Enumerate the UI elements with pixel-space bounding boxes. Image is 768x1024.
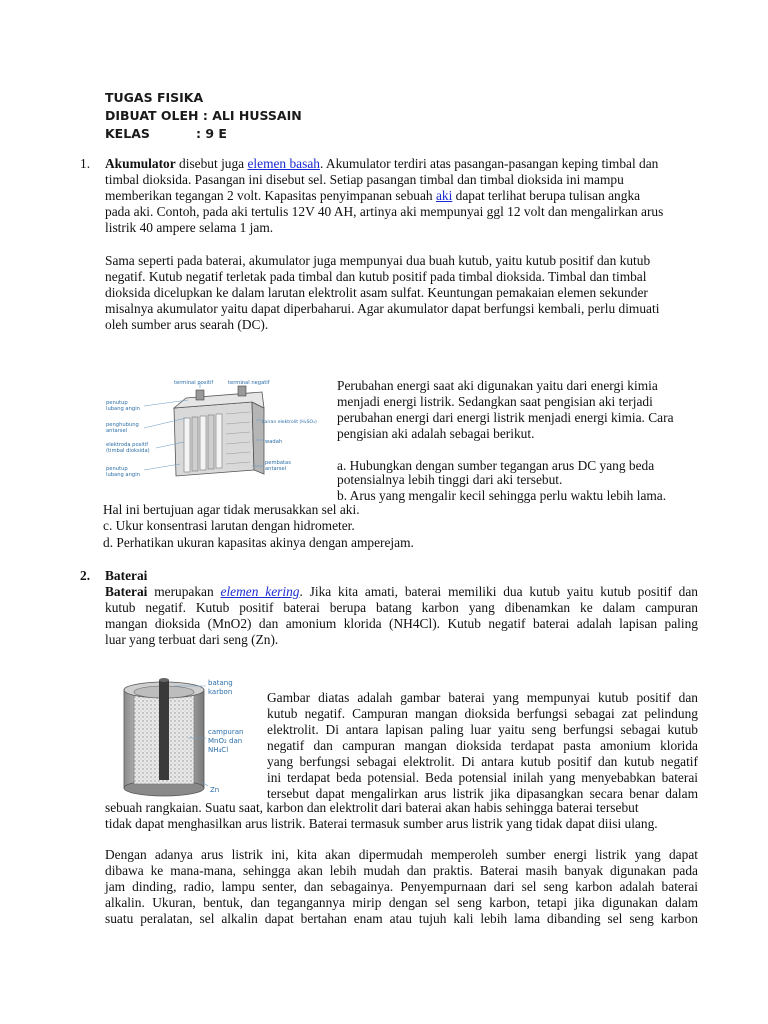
label-penutup-top: penutup xyxy=(106,400,128,406)
section1-line5: listrik 40 ampere selama 1 jam. xyxy=(105,220,274,235)
label-mno2: MnO₂ dan xyxy=(208,737,243,745)
section2-side-line: Gambar diatas adalah gambar baterai yang mempunyai kutub positif dan xyxy=(267,690,698,705)
link-elemen-kering[interactable]: elemen kering xyxy=(220,584,300,599)
label-penghubung2: antarsel xyxy=(106,428,128,434)
label-cairan: cairan elektrolit (H₂SO₄) xyxy=(262,420,317,425)
label-karbon: karbon xyxy=(208,688,233,696)
section2-title: Baterai xyxy=(105,568,148,583)
section2-p1-line: kutub negatif. Kutub positif baterai berupa batang karbon yang dibenamkan ke dalam campuran xyxy=(105,600,698,615)
section1-step: d. Perhatikan ukuran kapasitas akinya dengan amperejam. xyxy=(103,535,414,550)
section2-p1-line: mangan dioksida (MnO2) dan amonium klorida (NH4Cl). Kutub negatif baterai adalah lapisan paling xyxy=(105,616,698,631)
label-terminal-positif: terminal positif xyxy=(174,380,214,386)
section1-line2: timbal dioksida. Pasangan ini disebut sel. Setiap pasangan timbal dan timbal dioksida ini mampu xyxy=(105,172,624,187)
class-value: : 9 E xyxy=(196,126,227,141)
label-elektroda2: (timbal dioksida) xyxy=(106,448,150,454)
label-campuran: campuran xyxy=(208,728,244,736)
section2-side-line: kutub negatif. Campuran mangan dioksida berfungsi sebagai zat pelindung xyxy=(267,706,698,721)
section2-p1-line1 xyxy=(105,584,698,601)
author-label: DIBUAT OLEH xyxy=(105,108,199,123)
author-line xyxy=(105,108,302,123)
doc-title: TUGAS FISIKA xyxy=(105,90,204,105)
section2-side-line: ini terdapat beda potensial. Beda potensial inilah yang menyebabkan baterai xyxy=(267,770,698,785)
author-value: : ALI HUSSAIN xyxy=(202,108,302,123)
label-batang: batang xyxy=(208,679,233,687)
label-penutup-top2: lubang angin xyxy=(106,406,140,412)
section1-para2-line: misalnya akumulator yaitu dapat diperbaharui. Agar akumulator dapat berfungsi kembali, perlu dimuati xyxy=(105,301,660,316)
section2-p1-b: . Jika kita amati, baterai memiliki dua kutub yaitu kutub positif dan xyxy=(299,584,698,599)
section2-para3-line: suatu peralatan, sel alkalin dapat bertahan enam atau tujuh kali lebih lama dibanding sel seng karbon xyxy=(105,911,698,926)
label-terminal-negatif: terminal negatif xyxy=(228,380,270,386)
section2-full-line: tidak dapat menghasilkan arus listrik. Baterai termasuk sumber arus listrik yang tidak dapat diisi ulang. xyxy=(105,816,658,831)
section2-para3-line: Dengan adanya arus listrik ini, kita akan dipermudah memperoleh sumber energi listrik yang dapat xyxy=(105,847,698,862)
section1-step: a. Hubungkan dengan sumber tegangan arus DC yang beda xyxy=(337,458,655,473)
section1-line1-a: disebut juga xyxy=(175,156,248,171)
section1-number: 1. xyxy=(80,156,91,171)
label-zn: Zn xyxy=(210,786,220,794)
section1-line1 xyxy=(105,156,705,173)
section1-bold-term: Akumulator xyxy=(105,156,176,171)
section1-line3-a: memberikan tegangan 2 volt. Kapasitas penyimpanan sebuah xyxy=(105,188,436,203)
link-aki[interactable]: aki xyxy=(435,188,453,203)
label-penutup-bot2: lubang angin xyxy=(106,472,140,478)
class-label: KELAS xyxy=(105,126,150,141)
section1-para2-line: negatif. Kutub negatif terletak pada timbal dan kutub positif pada timbal dioksida. Timbal dan timbal xyxy=(105,269,647,284)
section1-step: b. Arus yang mengalir kecil sehingga perlu waktu lebih lama. xyxy=(337,488,667,503)
battery-figure xyxy=(118,676,264,798)
section1-para2-line: Sama seperti pada baterai, akumulator juga mempunyai dua buah kutub, yaitu kutub positif dan kutub xyxy=(105,253,651,268)
section2-number: 2. xyxy=(80,568,91,583)
label-penghubung: penghubung xyxy=(106,422,139,428)
section1-step: Hal ini bertujuan agar tidak merusakkan sel aki. xyxy=(103,502,360,517)
class-line xyxy=(105,126,245,141)
link-elemen-basah[interactable]: elemen basah xyxy=(247,156,320,171)
section1-side-line: menjadi energi listrik. Sedangkan saat pengisian aki terjadi xyxy=(337,394,653,409)
label-pembatas: pembatas xyxy=(265,460,291,466)
label-elektroda: elektroda positif xyxy=(106,442,149,448)
section2-side-line: tersebut dapat mengalirkan arus listrik jika dipasangkan secara benar dalam xyxy=(267,786,698,801)
section2-side-line: negatif dan campuran mangan dioksida terdapat pasta amonium klorida xyxy=(267,738,698,753)
label-pembatas2: antarsel xyxy=(265,466,287,472)
section1-line1-b: . Akumulator terdiri atas pasangan-pasangan keping timbal dan xyxy=(319,156,659,171)
section1-step: c. Ukur konsentrasi larutan dengan hidrometer. xyxy=(103,518,355,533)
section1-line3 xyxy=(105,188,640,205)
section2-para3-line: alkalin. Ukuran, bentuk, dan tegangannya mirip dengan sel seng karbon, tetapi jika digunakan dalam xyxy=(105,895,698,910)
section2-bold-term: Baterai xyxy=(105,584,148,599)
section1-side-line: perubahan energi dari energi listrik menjadi energi kimia. Cara xyxy=(337,410,674,425)
section2-p1-a: merupakan xyxy=(147,584,221,599)
section1-line3-b: dapat terlihat berupa tulisan angka xyxy=(452,188,641,203)
section1-para2-line: oleh sumber arus searah (DC). xyxy=(105,317,269,332)
section1-side-line: Perubahan energi saat aki digunakan yaitu dari energi kimia xyxy=(337,378,658,393)
section1-para2-line: dioksida dicelupkan ke dalam larutan elektrolit asam sulfat. Keuntungan pemakaian elemen sekunder xyxy=(105,285,648,300)
label-wadah: wadah xyxy=(265,439,283,445)
section2-full-line: sebuah rangkaian. Suatu saat, karbon dan elektrolit dari baterai akan habis sehingga baterai tersebut xyxy=(105,800,639,815)
section2-side-line: yang berfungsi sebagai elektrolit. Di antara kutub positif dan kutub negatif xyxy=(267,754,698,769)
section2-p1-line: luar yang terbuat dari seng (Zn). xyxy=(105,632,279,647)
section1-side-line: pengisian aki adalah sebagai berikut. xyxy=(337,426,535,441)
section1-line4: pada aki. Contoh, pada aki tertulis 12V 40 AH, artinya aki mempunyai ggl 12 volt dan mengalirkan arus xyxy=(105,204,664,219)
accumulator-figure xyxy=(104,378,326,490)
section2-side-line: elektrolit. Di antara lapisan paling luar yaitu seng berfungsi sebagai kutub xyxy=(267,722,698,737)
section2-para3-line: dibawa ke mana-mana, sehingga akan lebih mudah dan praktis. Baterai masih banyak digunakan pada xyxy=(105,863,698,878)
label-penutup-bot: penutup xyxy=(106,466,128,472)
label-nh4cl: NH₄Cl xyxy=(208,746,229,754)
section2-para3-line: jam dinding, radio, lampu senter, dan sebagainya. Penyempurnaan dari sel seng karbon adalah baterai xyxy=(105,879,698,894)
section1-step: potensialnya lebih tinggi dari aki tersebut. xyxy=(337,472,563,487)
